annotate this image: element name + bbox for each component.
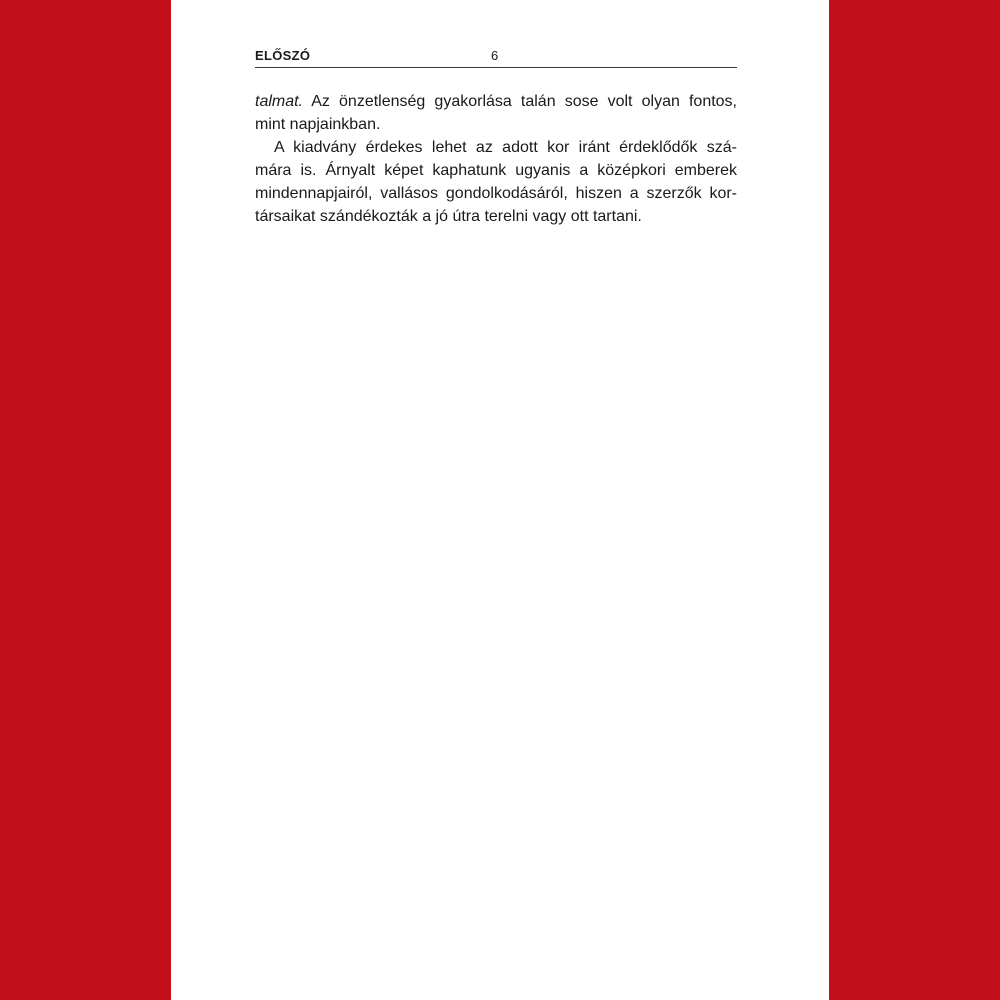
- paragraph-1-line-2: mint napjainkban.: [255, 116, 381, 133]
- paragraph-2-line-1: A kiadvány érdekes lehet az adott kor iránt érdeklődők szá-: [274, 139, 737, 156]
- body-text: [255, 90, 737, 228]
- paragraph-1-line-1-text: Az önzetlenség gyakorlása talán sose volt olyan fontos,: [303, 93, 737, 110]
- paragraph-2-line-4: társaikat szándékozták a jó útra terelni vagy ott tartani.: [255, 208, 642, 225]
- italic-word: talmat.: [255, 93, 304, 110]
- page-number: 6: [491, 48, 499, 63]
- section-title: ELŐSZÓ: [255, 48, 311, 63]
- book-page: [171, 0, 829, 1000]
- paragraph-2-line-2: mára is. Árnyalt képet kaphatunk ugyanis a középkori emberek: [255, 162, 737, 179]
- running-header: [255, 47, 737, 68]
- paragraph-2-line-3: mindennapjairól, vallásos gondolkodásáról, hiszen a szerzők kor-: [255, 185, 737, 202]
- paragraph-1-line-1: [255, 90, 737, 113]
